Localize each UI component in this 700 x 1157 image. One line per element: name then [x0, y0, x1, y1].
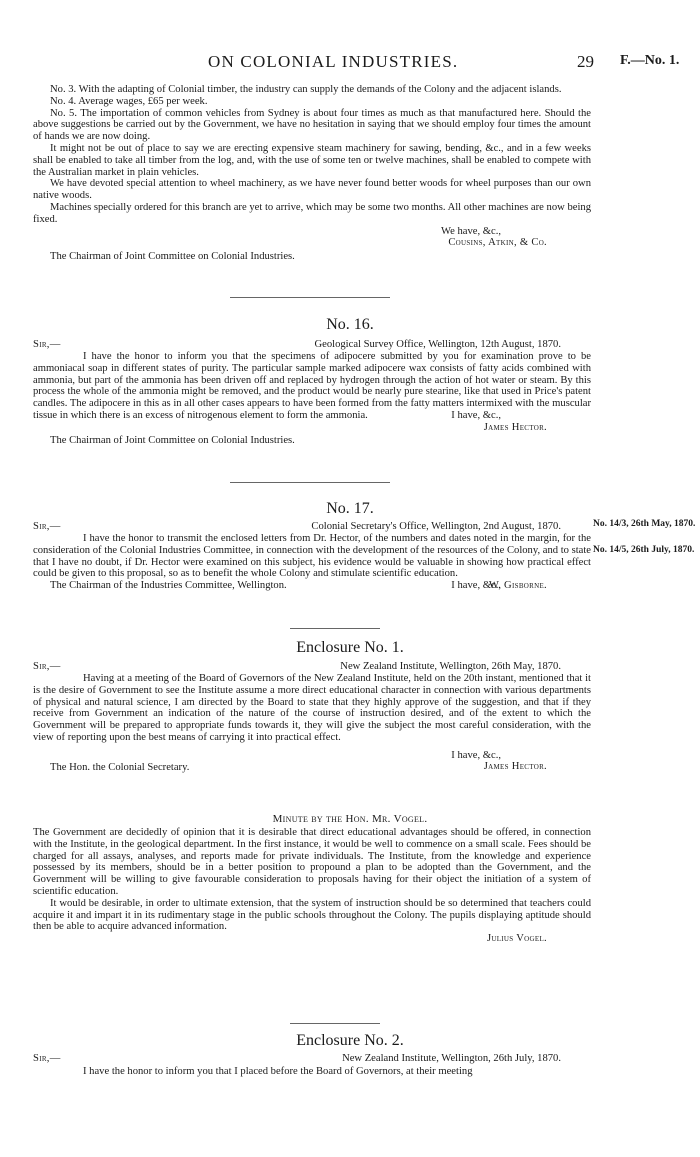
sender-address: Colonial Secretary's Office, Wellington, 2nd August, 1870. — [311, 521, 561, 532]
salutation: Sir,— — [33, 521, 61, 532]
signature: W. Gisborne. — [488, 579, 547, 591]
enclosure-heading: Enclosure No. 2. — [296, 1032, 404, 1049]
section-divider — [290, 1023, 380, 1024]
closing: I have, &c., — [451, 409, 501, 421]
salutation: Sir,— — [33, 1053, 61, 1064]
salutation-line — [33, 339, 591, 351]
sender-address: New Zealand Institute, Wellington, 26th July, 1870. — [342, 1053, 561, 1064]
signature: Cousins, Atkin, & Co. — [448, 237, 547, 249]
salutation: Sir,— — [33, 661, 61, 672]
running-title: ON COLONIAL INDUSTRIES. — [208, 52, 459, 71]
addressee: The Hon. the Colonial Secretary. — [50, 761, 190, 773]
paragraph: No. 4. Average wages, £65 per week. — [50, 95, 208, 107]
sender-address: Geological Survey Office, Wellington, 12th August, 1870. — [314, 339, 561, 350]
letter-body — [33, 533, 591, 592]
addressee: The Chairman of Joint Committee on Colonial Industries. — [50, 251, 295, 263]
closing: We have, &c., — [440, 225, 501, 237]
letter-body — [33, 673, 591, 773]
page-header — [0, 52, 700, 76]
section-divider — [290, 628, 380, 629]
addressee: The Chairman of the Industries Committee, Wellington. — [50, 579, 287, 591]
margin-note: No. 14/5, 26th July, 1870. — [593, 545, 695, 555]
paragraph: No. 3. With the adapting of Colonial timber, the industry can supply the demands of the Colony and the adjacent islands. — [50, 84, 562, 95]
letter-body — [33, 1066, 591, 1078]
section-divider — [230, 482, 390, 483]
signature: Julius Vogel. — [486, 933, 547, 945]
paragraph: I have the honor to inform you that the specimens of adipocere submitted by you for examination prove to be ammoniacal soap in different states of purity. The particular sample marked adipocere wax consists of fatty acids combined with ammonia, but part of the ammonia has been driven off and replaced by hydrogen through the action of hot water or steam. By this process the whole of the ammonia might be removed, and the product would be nearly pure stearine, like that used in Price's patent candles. The adipocere in this as in all other cases appears to have been formed from the fatty matters intermixed with the muscular tissue in which there is an excess of nitrogenous element to form the ammonia. — [33, 351, 591, 421]
salutation-line — [33, 521, 591, 533]
paragraph: It would be desirable, in order to ultimate extension, that the system of instruction should be so determined that teachers could acquire it and impart it in its rudimentary stage in the public schools throughout the Colony. The pupils displaying aptitude should then be able to acquire advanced information. — [33, 897, 591, 933]
paragraph: I have the honor to inform you that I placed before the Board of Governors, at their meeting — [83, 1066, 473, 1077]
enclosure-heading: Enclosure No. 1. — [296, 639, 404, 656]
salutation-line — [33, 1053, 591, 1065]
section-divider — [230, 297, 390, 298]
signature: James Hector. — [483, 421, 547, 433]
letter-heading: No. 17. — [326, 500, 374, 517]
closing: I have, &c., — [451, 749, 501, 761]
salutation-line — [33, 661, 591, 673]
minute-heading: Minute by the Hon. Mr. Vogel. — [272, 813, 428, 825]
paragraph: Machines specially ordered for this branch are yet to arrive, which may be some two months. All other machines are now being fixed. — [33, 201, 591, 225]
signature: James Hector. — [483, 761, 547, 773]
addressee: The Chairman of Joint Committee on Colonial Industries. — [50, 435, 295, 447]
paragraph: It might not be out of place to say we are erecting expensive steam machinery for sawing, bending, &c., and in a few weeks shall be enabled to take all timber from the log, and, with the use of some ten or twelve machines, shall be enabled to compete with the Australian market in plain vehicles. — [33, 142, 591, 178]
page-number: 29 — [577, 52, 594, 71]
letter-body — [33, 351, 591, 447]
paragraph: The Government are decidedly of opinion that it is desirable that direct educational advantages should be offered, in connection with the Institute, in the geological department. In the first instance, it would be well to commence on a small scale. Fees should be charged for all assays, analyses, and reports made for private individuals. The Institute, from the knowledge and experience possessed by its members, should be in a better position to propound a plan to be adopted than the Government, and the Government will be willing to give favourable consideration to proposals having for their object the initiation of a system of scientific education. — [33, 827, 591, 897]
paragraph: No. 5. The importation of common vehicles from Sydney is about four times as much as that manufactured here. Should the above suggestions be carried out by the Government, we have no hesitation in saying that we should employ four times the amount of hands we are now doing. — [33, 107, 591, 143]
sender-address: New Zealand Institute, Wellington, 26th May, 1870. — [340, 661, 561, 672]
paragraph: Having at a meeting of the Board of Governors of the New Zealand Institute, held on the 20th instant, mentioned that it is the desire of Government to see the Institute assume a more direct educational character in connection with various departments of physical and natural science, I am directed by the Board to state that they highly approve of the suggestion, and that if they receive from Government an indication of the nature of the course of instruction desired, and of the extent to which the Government will be prepared to appropriate funds towards it, they will give the subject the most careful consideration, with the view of reporting upon the best means of carrying it into practical effect. — [33, 673, 591, 743]
paragraph: I have the honor to transmit the enclosed letters from Dr. Hector, of the numbers and dates noted in the margin, for the consideration of the Colonial Industries Committee, in connection with the development of the resources of the Colony, and to state that I have no doubt, if Dr. Hector were examined on this subject, his evidence would be valuable in showing how practical effect could be given to this proposal, so as to benefit the whole Colony and stimulate scientific education. — [33, 533, 592, 580]
closing: I have, &c., — [451, 580, 501, 592]
margin-note: No. 14/3, 26th May, 1870. — [593, 519, 696, 529]
paragraph: We have devoted special attention to wheel machinery, as we have never found better woods for wheel purposes than our own native woods. — [33, 178, 591, 202]
paper-reference: F.—No. 1. — [620, 53, 680, 68]
minute-body — [33, 827, 591, 945]
salutation: Sir,— — [33, 339, 61, 350]
letter-heading: No. 16. — [326, 316, 374, 333]
letter-continuation — [33, 84, 591, 263]
